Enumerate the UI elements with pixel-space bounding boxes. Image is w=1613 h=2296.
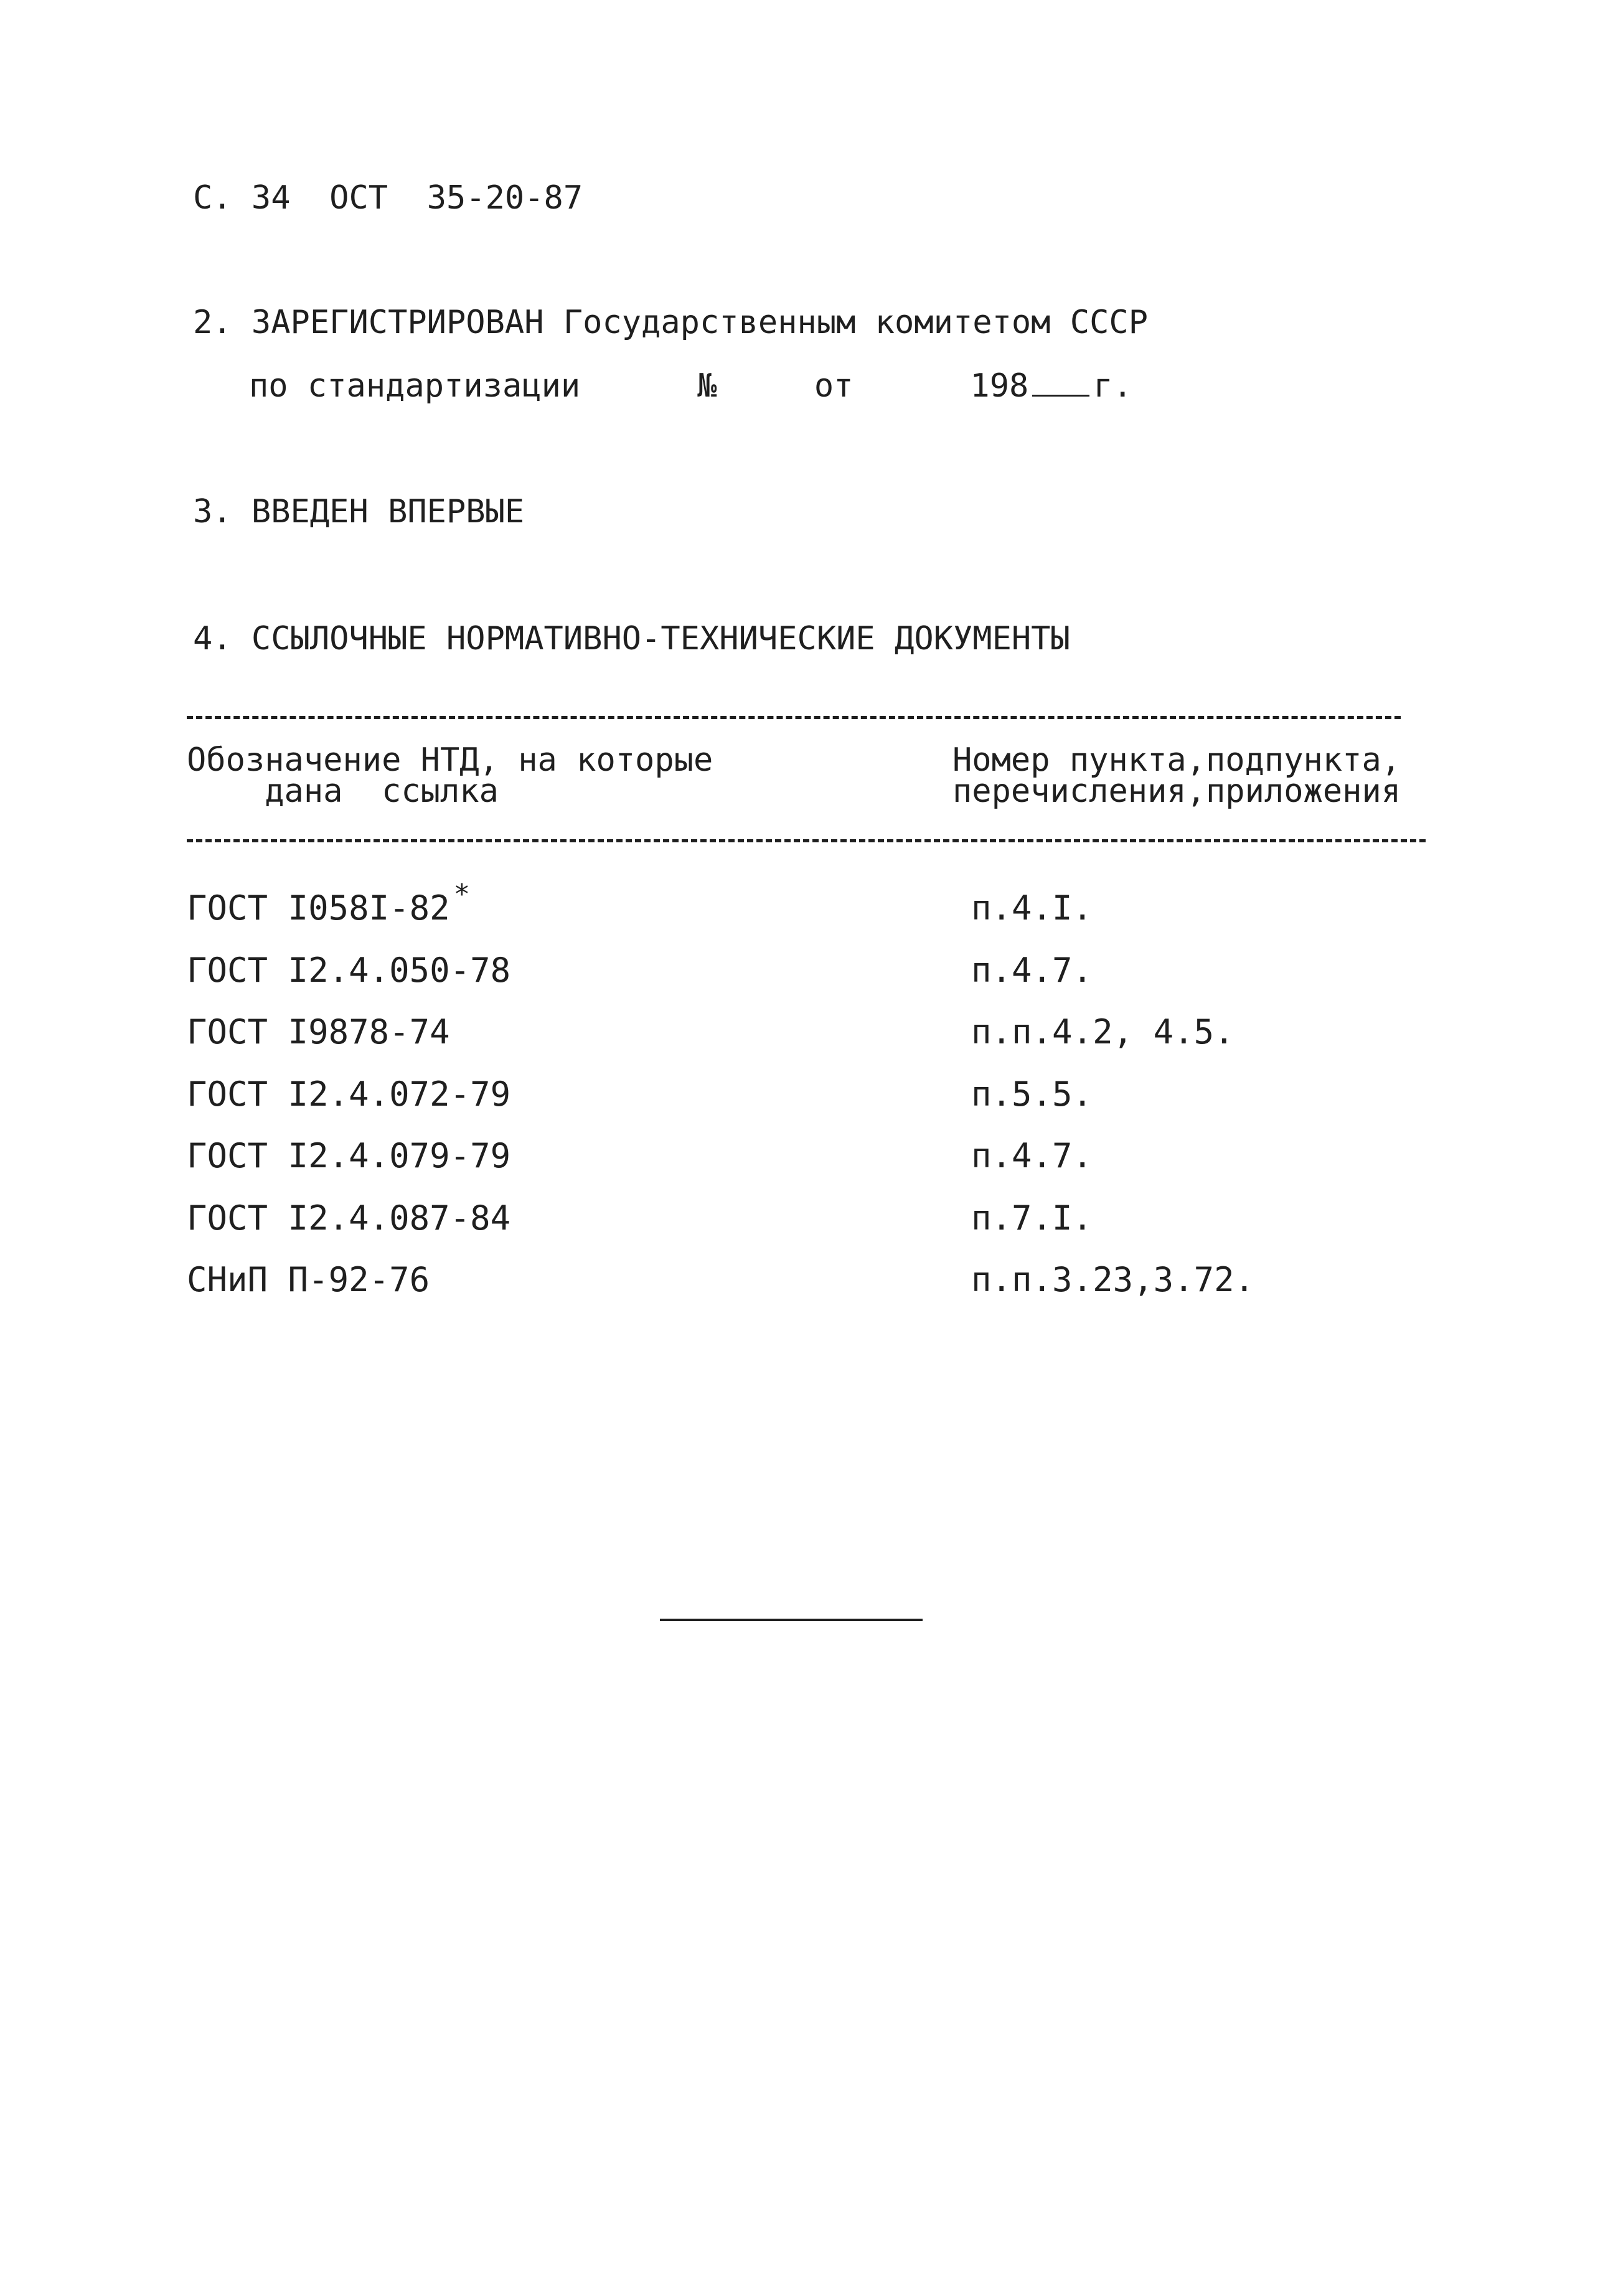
document-designation: ГОСТ I2.4.087-84 (187, 1198, 511, 1238)
table-row-clause: п.7.I. (971, 1198, 1093, 1238)
document-designation: ГОСТ I9878-74 (187, 1012, 450, 1052)
table-row-clause: п.4.7. (971, 1136, 1093, 1175)
table-row-clause: п.5.5. (971, 1075, 1093, 1114)
page-number: С. 34 (193, 179, 291, 217)
item-2-registration: 2. ЗАРЕГИСТРИРОВАН Государственным комитетом СССР (193, 304, 1149, 341)
year-suffix: г. (1093, 367, 1132, 405)
document-designation: ГОСТ I2.4.050-78 (187, 951, 511, 990)
table-row-document (187, 1198, 511, 1238)
table-row-document (187, 1260, 430, 1299)
table-row-document (187, 1136, 511, 1175)
table-header-rule (187, 839, 1426, 842)
document-designation: ГОСТ I058I-82 (187, 888, 450, 928)
year-prefix: 198 (970, 367, 1029, 405)
column-header-clause-line-2: перечисления,приложения (952, 773, 1401, 810)
item-3-introduced: 3. ВВЕДЕН ВПЕРВЫЕ (193, 493, 525, 530)
document-designation: ГОСТ I2.4.079-79 (187, 1136, 511, 1175)
table-row-clause: п.п.3.23,3.72. (971, 1260, 1255, 1299)
table-row-document (187, 951, 511, 990)
table-row-document (187, 878, 471, 928)
footnote-asterisk: * (453, 878, 471, 910)
column-header-document-line-1: Обозначение НТД, на которые (187, 741, 713, 779)
table-row-document (187, 1075, 511, 1114)
end-of-document-rule (660, 1619, 923, 1621)
column-header-document-line-2: дана ссылка (187, 773, 499, 810)
year-blank (1032, 395, 1089, 397)
table-row-clause: п.4.7. (971, 951, 1093, 990)
standard-designation: ОСТ 35-20-87 (329, 179, 583, 217)
page-header (193, 179, 583, 217)
from-label: от (814, 367, 854, 405)
number-sign: № (697, 367, 717, 405)
item-4-references-heading: 4. ССЫЛОЧНЫЕ НОРМАТИВНО-ТЕХНИЧЕСКИЕ ДОКУМЕНТЫ (193, 620, 1070, 657)
table-row-clause: п.4.I. (971, 888, 1093, 928)
registration-authority-suffix: по стандартизации (249, 367, 581, 405)
item-2-registration-details (249, 367, 1132, 405)
column-header-document (187, 741, 713, 810)
table-row-document (187, 1012, 450, 1052)
table-top-rule (187, 716, 1401, 719)
column-header-clause-line-1: Номер пункта,подпункта, (952, 741, 1401, 779)
column-header-clause (952, 741, 1401, 810)
document-designation: СНиП П-92-76 (187, 1260, 430, 1299)
document-designation: ГОСТ I2.4.072-79 (187, 1075, 511, 1114)
table-row-clause: п.п.4.2, 4.5. (971, 1012, 1234, 1052)
